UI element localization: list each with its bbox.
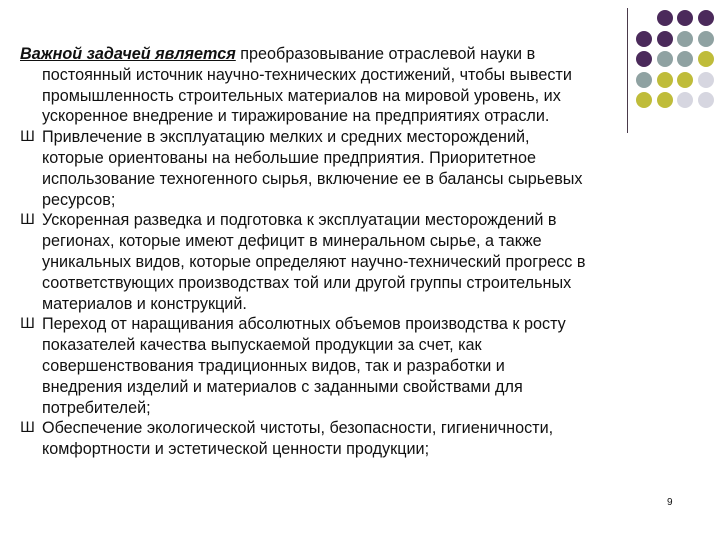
decorative-dot bbox=[698, 72, 714, 88]
bullet-line: использование техногенного сырья, включение ее в балансы сырьевых bbox=[42, 169, 583, 188]
bullet-line: внедрения изделий и материалов с заданными свойствами для bbox=[42, 377, 523, 396]
decorative-dot bbox=[677, 10, 693, 26]
bullet-marker: Ш bbox=[20, 316, 35, 333]
decorative-dot bbox=[657, 31, 673, 47]
bullet-marker: Ш bbox=[20, 129, 35, 146]
decorative-dot bbox=[698, 51, 714, 67]
intro-line: ускоренное внедрение и тиражирование на предприятиях отрасли. bbox=[42, 107, 550, 126]
bullet-line: совершенствования традиционных видов, так и разработки и bbox=[42, 356, 505, 375]
decorative-dot bbox=[657, 92, 673, 108]
decorative-dot bbox=[698, 10, 714, 26]
decorative-dot bbox=[698, 92, 714, 108]
decorative-dot bbox=[698, 31, 714, 47]
decorative-dot bbox=[657, 10, 673, 26]
bullet-marker: Ш bbox=[20, 212, 35, 229]
decorative-dot bbox=[677, 31, 693, 47]
bullet-item bbox=[20, 418, 630, 460]
bullet-line: показателей качества выпускаемой продукции за счет, как bbox=[42, 336, 482, 355]
decorative-dot-grid bbox=[636, 10, 718, 110]
decorative-dot bbox=[677, 51, 693, 67]
bullet-line: Обеспечение экологической чистоты, безопасности, гигиеничности, bbox=[42, 419, 554, 438]
decorative-dot bbox=[677, 72, 693, 88]
bullet-item bbox=[20, 127, 630, 210]
intro-paragraph bbox=[20, 44, 630, 127]
slide-body bbox=[20, 44, 630, 460]
decorative-dot bbox=[657, 72, 673, 88]
bullet-item bbox=[20, 314, 630, 418]
bullet-line: которые ориентованы на небольшие предприятия. Приоритетное bbox=[42, 148, 536, 167]
bullet-line: материалов и конструкций. bbox=[42, 294, 247, 313]
intro-line: постоянный источник научно-технических достижений, чтобы вывести bbox=[42, 65, 572, 84]
bullet-line: потребителей; bbox=[42, 398, 151, 417]
decorative-dot bbox=[636, 31, 652, 47]
bullet-line: Привлечение в эксплуатацию мелких и средних месторождений, bbox=[42, 128, 530, 147]
bullet-line: соответствующих производствах той или другой группы строительных bbox=[42, 273, 572, 292]
decorative-dot bbox=[636, 51, 652, 67]
decorative-dot bbox=[677, 92, 693, 108]
decorative-dot bbox=[636, 92, 652, 108]
bullet-line: Переход от наращивания абсолютных объемов производства к росту bbox=[42, 315, 566, 334]
bullet-line: уникальных видов, которые определяют научно-технический прогресс в bbox=[42, 252, 586, 271]
decorative-dot bbox=[636, 72, 652, 88]
bullet-line: регионах, которые имеют дефицит в минеральном сырье, а также bbox=[42, 232, 542, 251]
bullet-line: ресурсов; bbox=[42, 190, 116, 209]
page-number: 9 bbox=[667, 497, 673, 508]
bullet-item bbox=[20, 210, 630, 314]
bullet-marker: Ш bbox=[20, 420, 35, 437]
bullet-line: комфортности и эстетической ценности продукции; bbox=[42, 440, 430, 459]
bullet-line: Ускоренная разведка и подготовка к эксплуатации месторождений в bbox=[42, 211, 557, 230]
decorative-dot bbox=[657, 51, 673, 67]
lead-phrase: Важной задачей является bbox=[20, 45, 236, 63]
intro-line: промышленность строительных материалов на мировой уровень, их bbox=[42, 86, 561, 105]
intro-line: преобразовывание отраслевой науки в bbox=[240, 45, 536, 63]
